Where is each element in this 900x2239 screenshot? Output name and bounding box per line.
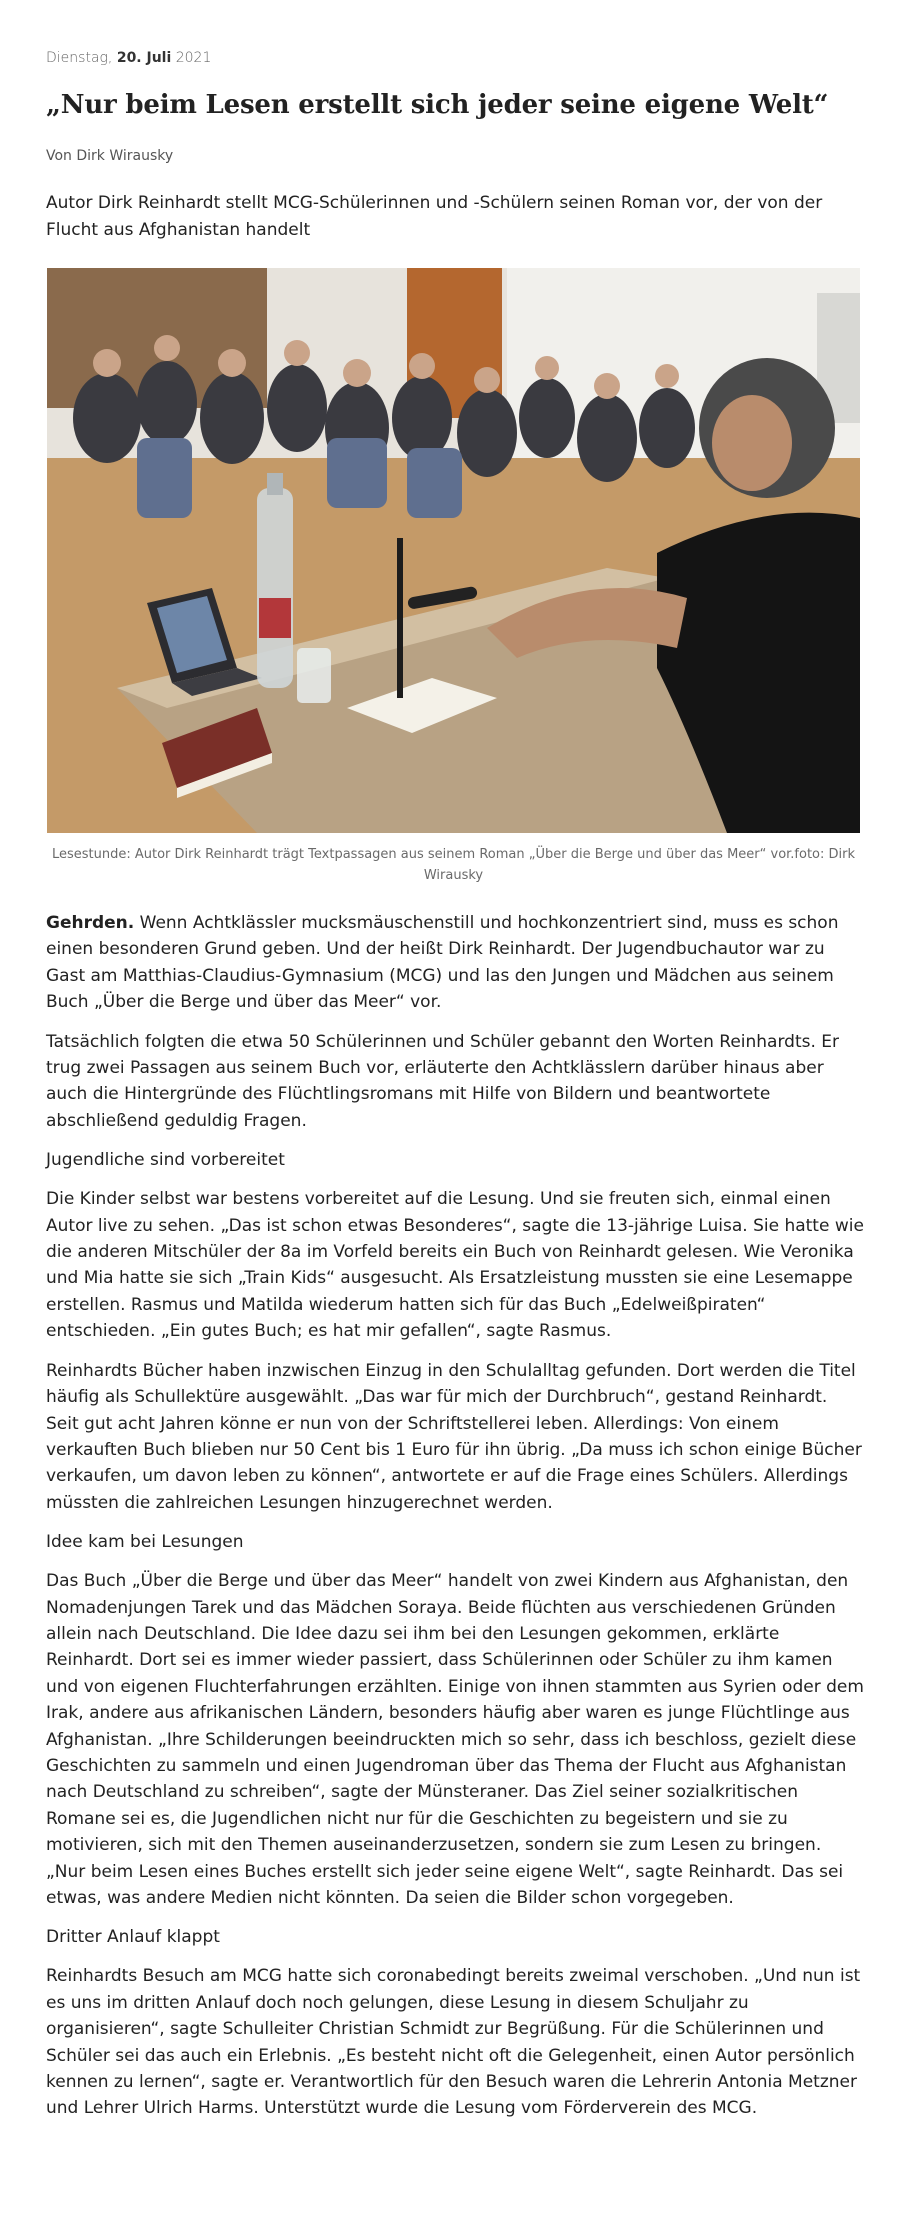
section-subheading: Jugendliche sind vorbereitet xyxy=(46,1150,285,1171)
body-paragraph: Das Buch „Über die Berge und über das Meer“ handelt von zwei Kindern aus Afghanistan, den Nomadenjungen Tarek und das Mädchen Soraya. Beide flüchten aus verschiedenen Gründen allein nach Deutschland. Die Idee dazu sei ihm bei den Lesungen gekommen, erklärte Reinhardt. Dort sei es immer wieder passiert, dass Schülerinnen oder Schüler zu ihm kamen und von eigenen Fluchterfahrungen erzählten. Einige von ihnen stammten aus Syrien oder dem Irak, andere aus afrikanischen Ländern, besonders häufig aber waren es junge Flüchtlinge aus Afghanistan. „Ihre Schilderungen beeindruckten mich so sehr, dass ich beschloss, gezielt diese Geschichten zu sammeln und einen Jugendroman über das Thema der Flucht aus Afghanistan nach Deutschland zu schreiben“, sagte der Münsteraner. Das Ziel seiner sozialkritischen Romane sei es, die Jugendlichen nicht nur für die Geschichten zu begeistern und sie zu motivieren, sich mit den Themen auseinanderzusetzen, sondern sie zum Lesen zu bringen. „Nur beim Lesen eines Buches erstellt sich jeder seine eigene Welt“, sagte Reinhardt. Das sei etwas, was andere Medien nicht könnten. Da seien die Bilder schon vorgegeben. xyxy=(46,1571,864,1908)
date-weekday: Dienstag, xyxy=(46,50,113,66)
article-date xyxy=(46,50,211,66)
date-year: 2021 xyxy=(175,50,212,66)
date-day: 20. Juli xyxy=(116,50,172,66)
article-byline: Von Dirk Wirausky xyxy=(46,148,174,164)
body-paragraph: Reinhardts Besuch am MCG hatte sich coronabedingt bereits zweimal verschoben. „Und nun ist es uns im dritten Anlauf doch noch gelungen, diese Lesung in diesem Schuljahr zu organisieren“, sagte Schulleiter Christian Schmidt zur Begrüßung. Für die Schülerinnen und Schüler sei das auch ein Erlebnis. „Es besteht nicht oft die Gelegenheit, einen Autor persönlich kennen zu lernen“, sagte er. Verantwortlich für den Besuch waren die Lehrerin Antonia Metzner und Lehrer Ulrich Harms. Unterstützt wurde die Lesung vom Förderverein des MCG. xyxy=(46,1966,861,2119)
article-headline: „Nur beim Lesen erstellt sich jeder seine eigene Welt“ xyxy=(46,90,829,120)
section-subheading: Idee kam bei Lesungen xyxy=(46,1532,244,1553)
location-dateline: Gehrden. xyxy=(46,913,135,933)
photo-caption: Lesestunde: Autor Dirk Reinhardt trägt Textpassagen aus seinem Roman „Über die Berge und über das Meer“ vor.foto: Dirk Wirausky xyxy=(51,847,856,883)
article-body xyxy=(46,910,864,2135)
body-paragraph: Reinhardts Bücher haben inzwischen Einzug in den Schulalltag gefunden. Dort werden die Titel häufig als Schullektüre ausgewählt. „Das war für mich der Durchbruch“, gestand Reinhardt. Seit gut acht Jahren könne er nun von der Schriftstellerei leben. Allerdings: Von einem verkauften Buch blieben nur 50 Cent bis 1 Euro für ihn übrig. „Da muss ich schon einige Bücher verkaufen, um davon leben zu können“, antwortete er auf die Frage eines Schülers. Allerdings müssten die zahlreichen Lesungen hinzugerechnet werden. xyxy=(46,1360,862,1513)
body-paragraph: Tatsächlich folgten die etwa 50 Schülerinnen und Schüler gebannt den Worten Reinhardts. Er trug zwei Passagen aus seinem Buch vor, erläuterte den Achtklässlern darüber hinaus aber auch die Hintergründe des Flüchtlingsromans mit Hilfe von Bildern und beantwortete abschließend geduldig Fragen. xyxy=(46,1031,840,1131)
paragraph-text: Wenn Achtklässler mucksmäuschenstill und hochkonzentriert sind, muss es schon einen besonderen Grund geben. Und der heißt Dirk Reinhardt. Der Jugendbuchautor war zu Gast am Matthias-Claudius-Gymnasium (MCG) und las den Jungen und Mädchen aus seinem Buch „Über die Berge und über das Meer“ vor. xyxy=(46,913,839,1013)
section-subheading: Dritter Anlauf klappt xyxy=(46,1927,220,1948)
article-teaser: Autor Dirk Reinhardt stellt MCG-Schülerinnen und -Schülern seinen Roman vor, der von der Flucht aus Afghanistan handelt xyxy=(46,193,823,240)
reading-scene-illustration xyxy=(47,268,860,833)
body-paragraph xyxy=(46,910,864,1016)
body-paragraph: Die Kinder selbst war bestens vorbereitet auf die Lesung. Und sie freuten sich, einmal einen Autor live zu sehen. „Das ist schon etwas Besonderes“, sagte die 13-jährige Luisa. Sie hatte wie die anderen Mitschüler der 8a im Vorfeld bereits ein Buch von Reinhardt gelesen. Wie Veronika und Mia hatte sie sich „Train Kids“ ausgesucht. Als Ersatzleistung mussten sie eine Lesemappe erstellen. Rasmus und Matilda wiederum hatten sich für das Buch „Edelweißpiraten“ entschieden. „Ein gutes Buch; es hat mir gefallen“, sagte Rasmus. xyxy=(46,1189,864,1342)
article-photo xyxy=(47,268,860,833)
